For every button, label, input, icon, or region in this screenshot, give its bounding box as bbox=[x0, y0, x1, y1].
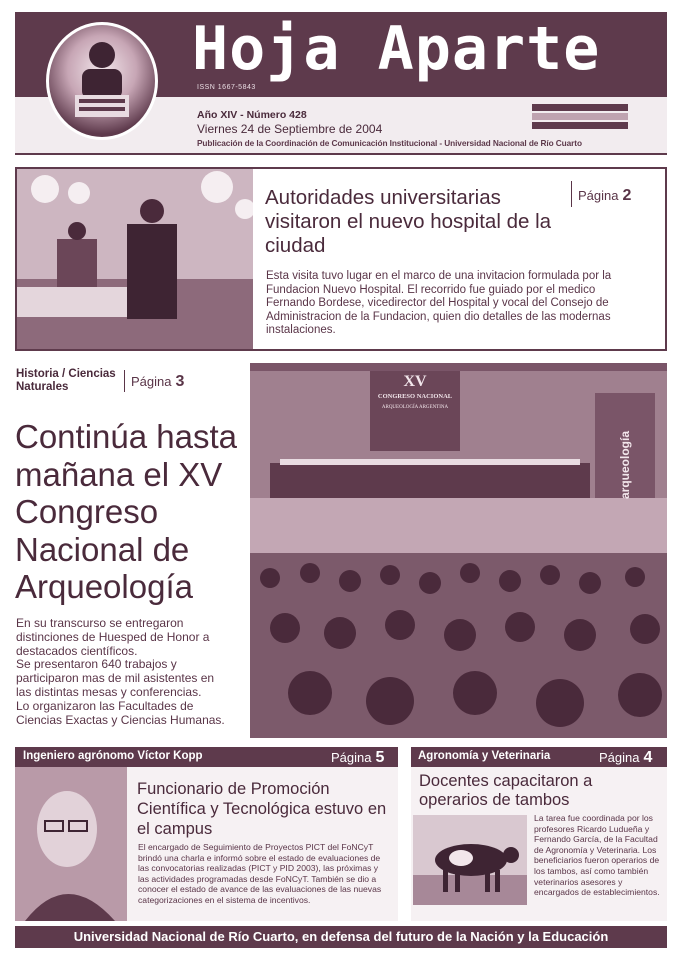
congreso-body-line: Lo organizaron las Facultades de bbox=[16, 698, 194, 713]
congreso-body-line: Ciencias Exactas y Ciencias Humanas. bbox=[16, 712, 225, 727]
banner-side-text: arqueología bbox=[618, 431, 632, 500]
banner-line2: CONGRESO NACIONAL bbox=[377, 393, 453, 400]
congreso-page-ref bbox=[131, 373, 184, 391]
kopp-page-number: 5 bbox=[375, 749, 385, 766]
banner-line1: XV bbox=[403, 373, 427, 390]
footer-text: Universidad Nacional de Río Cuarto, en defensa del futuro de la Nación y la Educación bbox=[73, 929, 609, 944]
congreso-body-line: distinciones de Huesped de Honor a bbox=[16, 629, 210, 644]
speaker-illustration-icon bbox=[49, 25, 155, 137]
congreso-headline: Continúa hasta mañana el XV Congreso Nacional de Arqueología bbox=[15, 418, 237, 605]
kopp-page-label: Página bbox=[331, 750, 372, 765]
congreso-page-separator bbox=[124, 370, 125, 392]
congreso-body-line: participaron mas de mil asistentes en bbox=[16, 671, 215, 686]
agro-headline: Docentes capacitaron a operarios de tambos bbox=[419, 772, 593, 809]
congreso-body bbox=[16, 617, 241, 727]
agro-page-label: Página bbox=[599, 750, 640, 765]
kopp-headline: Funcionario de Promoción Científica y Tecnológica estuvo en el campus bbox=[137, 780, 387, 838]
congreso-body-line: destacados científicos. bbox=[16, 643, 138, 658]
kopp-photo bbox=[15, 767, 127, 921]
banner-line3: ARQUEOLOGÍA ARGENTINA bbox=[381, 405, 449, 410]
cow-icon bbox=[413, 815, 527, 905]
agro-body: La tarea fue coordinada por los profesores Ricardo Ludueña y Fernando García, de la Facultad de Agronomía y Veterinaria. Los beneficiarios fueron operarios de los tambos, así como también veterinarios asesores y encargados de establecimientos. bbox=[534, 813, 660, 898]
agro-page-number: 4 bbox=[643, 749, 653, 766]
hospital-body: Esta visita tuvo lugar en el marco de una invitacion formulada por la Fundacion Nuevo Hospital. El recorrido fue guiado por el medico Fernando Bordese, vicedirector del Hospital y vocal del Consejo de Administracion de la Fundacion, quien dio detalles de las modernas instalaciones. bbox=[266, 270, 612, 336]
masthead-date: Viernes 24 de Septiembre de 2004 bbox=[197, 122, 383, 136]
agro-section: Agronomía y Veterinaria bbox=[418, 750, 551, 762]
masthead-issn: ISSN 1667-5843 bbox=[197, 84, 256, 91]
hospital-headline: Autoridades universitarias visitaron el nuevo hospital de la ciudad bbox=[265, 186, 552, 257]
congress-banner bbox=[370, 373, 460, 413]
congreso-page-number: 3 bbox=[175, 373, 185, 390]
hospital-page-number: 2 bbox=[622, 187, 632, 204]
agro-page-ref bbox=[599, 749, 652, 767]
masthead-logo bbox=[46, 22, 158, 140]
masthead-publisher: Publicación de la Coordinación de Comunicación Institucional - Universidad Nacional de Río Cuarto bbox=[197, 138, 582, 148]
kopp-section: Ingeniero agrónomo Víctor Kopp bbox=[23, 750, 203, 762]
flag-stripes bbox=[532, 104, 628, 130]
congreso-section bbox=[16, 368, 116, 394]
hospital-page-label: Página bbox=[578, 188, 619, 203]
congreso-body-line: las distintas mesas y conferencias. bbox=[16, 684, 202, 699]
congreso-body-line: Se presentaron 640 trabajos y bbox=[16, 657, 177, 672]
cow-photo bbox=[413, 815, 527, 905]
kopp-body: El encargado de Seguimiento de Proyectos PICT del FoNCyT brindó una charla e informó sobre el estado de evaluaciones de las convocatorias realizadas (PICT y PID 2003), las próximas y las actividades programadas desde FoNCyT. También se dio a conocer el estado de avance de las evaluaciones de las nuevas categorizaciones en el sistema de incentivos. bbox=[138, 842, 382, 905]
congreso-page-label: Página bbox=[131, 374, 172, 389]
masthead-issue: Año XIV - Número 428 bbox=[197, 109, 307, 121]
hospital-page-ref bbox=[578, 187, 631, 205]
congreso-section-line2: Naturales bbox=[16, 381, 69, 393]
masthead-title: Hoja Aparte bbox=[192, 14, 601, 84]
auditorium-scene-icon bbox=[250, 363, 667, 738]
congreso-section-line1: Historia / Ciencias bbox=[16, 368, 116, 380]
portrait-icon bbox=[15, 767, 127, 921]
hospital-scene-icon bbox=[17, 169, 253, 349]
congreso-photo bbox=[250, 363, 667, 738]
congreso-body-line: En su transcurso se entregaron bbox=[16, 616, 184, 630]
hospital-page-separator bbox=[571, 181, 572, 207]
kopp-page-ref bbox=[331, 749, 384, 767]
hospital-photo bbox=[17, 169, 253, 349]
